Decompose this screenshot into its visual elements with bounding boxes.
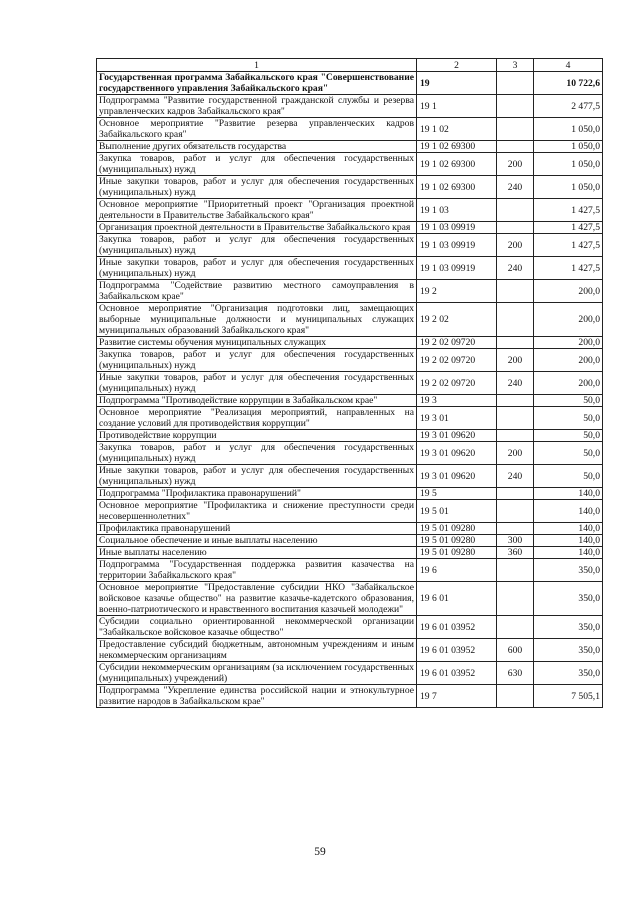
table-row — [97, 559, 603, 582]
table-row — [97, 616, 603, 639]
table-header-row — [97, 59, 603, 72]
row-code: 19 6 01 — [417, 582, 497, 616]
row-amount: 1 050,0 — [534, 141, 603, 153]
row-amount: 1 427,5 — [534, 234, 603, 257]
row-expense-type — [497, 430, 534, 442]
row-code: 19 3 01 09620 — [417, 465, 497, 488]
row-code: 19 1 03 09919 — [417, 222, 497, 234]
row-name: Иные закупки товаров, работ и услуг для обеспечения государственных (муниципальных) нужд — [97, 465, 417, 488]
table-row — [97, 222, 603, 234]
row-amount: 7 505,1 — [534, 685, 603, 708]
row-expense-type — [497, 72, 534, 95]
table-row — [97, 257, 603, 280]
row-code: 19 2 02 09720 — [417, 349, 497, 372]
row-code: 19 5 — [417, 488, 497, 500]
row-name: Противодействие коррупции — [97, 430, 417, 442]
table-body — [97, 72, 603, 708]
row-amount: 200,0 — [534, 372, 603, 395]
row-code: 19 6 01 03952 — [417, 616, 497, 639]
row-expense-type — [497, 303, 534, 337]
row-code: 19 3 — [417, 395, 497, 407]
row-amount: 1 427,5 — [534, 199, 603, 222]
row-code: 19 6 01 03952 — [417, 639, 497, 662]
table-row — [97, 639, 603, 662]
row-expense-type — [497, 616, 534, 639]
table-row — [97, 372, 603, 395]
table-row — [97, 349, 603, 372]
row-amount: 350,0 — [534, 559, 603, 582]
row-name: Субсидии некоммерческим организациям (за исключением государственных (муниципальных) учреждений) — [97, 662, 417, 685]
row-expense-type — [497, 141, 534, 153]
row-name: Организация проектной деятельности в Правительстве Забайкальского края — [97, 222, 417, 234]
table-row — [97, 395, 603, 407]
row-code: 19 2 02 09720 — [417, 337, 497, 349]
row-expense-type — [497, 523, 534, 535]
row-amount: 350,0 — [534, 639, 603, 662]
table-row — [97, 407, 603, 430]
table-row — [97, 72, 603, 95]
row-code: 19 2 02 — [417, 303, 497, 337]
row-amount: 140,0 — [534, 500, 603, 523]
row-amount: 200,0 — [534, 337, 603, 349]
row-name: Основное мероприятие "Предоставление субсидии НКО "Забайкальское войсковое казачье общество" на развитие казачье-кадетского образования, военно-патриотического и нравственного воспитания казачьей молодежи" — [97, 582, 417, 616]
row-code: 19 3 01 09620 — [417, 442, 497, 465]
page-number: 59 — [314, 846, 326, 858]
row-expense-type — [497, 582, 534, 616]
row-expense-type: 240 — [497, 465, 534, 488]
row-amount: 350,0 — [534, 582, 603, 616]
row-code: 19 1 03 09919 — [417, 234, 497, 257]
row-amount: 200,0 — [534, 280, 603, 303]
table-row — [97, 303, 603, 337]
row-name: Основное мероприятие "Организация подготовки лиц, замещающих выборные муниципальные должности и муниципальных служащих муниципальных образований Забайкальского края" — [97, 303, 417, 337]
table-row — [97, 523, 603, 535]
row-amount: 350,0 — [534, 662, 603, 685]
row-name: Основное мероприятие "Развитие резерва управленческих кадров Забайкальского края" — [97, 118, 417, 141]
row-code: 19 1 03 09919 — [417, 257, 497, 280]
table-row — [97, 199, 603, 222]
row-code: 19 5 01 — [417, 500, 497, 523]
row-code: 19 6 01 03952 — [417, 662, 497, 685]
row-expense-type — [497, 500, 534, 523]
document-page — [96, 58, 602, 708]
row-code: 19 1 02 69300 — [417, 176, 497, 199]
row-code: 19 7 — [417, 685, 497, 708]
row-name: Подпрограмма "Противодействие коррупции в Забайкальском крае" — [97, 395, 417, 407]
header-col-2: 2 — [417, 59, 497, 72]
row-expense-type — [497, 222, 534, 234]
row-expense-type — [497, 685, 534, 708]
row-name: Субсидии социально ориентированной некоммерческой организации "Забайкальское войсковое казачье общество" — [97, 616, 417, 639]
row-code: 19 1 02 — [417, 118, 497, 141]
header-col-3: 3 — [497, 59, 534, 72]
table-row — [97, 337, 603, 349]
row-amount: 50,0 — [534, 430, 603, 442]
table-row — [97, 582, 603, 616]
table-row — [97, 500, 603, 523]
row-expense-type — [497, 118, 534, 141]
row-name: Социальное обеспечение и иные выплаты населению — [97, 535, 417, 547]
row-code: 19 1 02 69300 — [417, 153, 497, 176]
row-name: Иные закупки товаров, работ и услуг для обеспечения государственных (муниципальных) нужд — [97, 372, 417, 395]
row-name: Государственная программа Забайкальского края "Совершенствование государственного управления Забайкальского края" — [97, 72, 417, 95]
row-expense-type: 200 — [497, 349, 534, 372]
row-name: Закупка товаров, работ и услуг для обеспечения государственных (муниципальных) нужд — [97, 153, 417, 176]
row-expense-type: 300 — [497, 535, 534, 547]
row-name: Профилактика правонарушений — [97, 523, 417, 535]
header-col-4: 4 — [534, 59, 603, 72]
row-name: Подпрограмма "Развитие государственной гражданской службы и резерва управленческих кадров Забайкальского края" — [97, 95, 417, 118]
row-amount: 50,0 — [534, 395, 603, 407]
row-code: 19 3 01 — [417, 407, 497, 430]
row-expense-type: 630 — [497, 662, 534, 685]
row-name: Подпрограмма "Укрепление единства российской нации и этнокультурное развитие народов в Забайкальском крае" — [97, 685, 417, 708]
row-expense-type — [497, 488, 534, 500]
row-amount: 1 050,0 — [534, 176, 603, 199]
row-expense-type — [497, 395, 534, 407]
row-expense-type — [497, 199, 534, 222]
row-expense-type: 200 — [497, 234, 534, 257]
row-amount: 140,0 — [534, 547, 603, 559]
row-amount: 200,0 — [534, 349, 603, 372]
row-name: Выполнение других обязательств государства — [97, 141, 417, 153]
table-row — [97, 118, 603, 141]
row-expense-type: 240 — [497, 372, 534, 395]
row-amount: 1 050,0 — [534, 118, 603, 141]
table-row — [97, 465, 603, 488]
row-amount: 1 427,5 — [534, 222, 603, 234]
row-code: 19 5 01 09280 — [417, 535, 497, 547]
row-amount: 350,0 — [534, 616, 603, 639]
row-expense-type: 360 — [497, 547, 534, 559]
row-expense-type: 600 — [497, 639, 534, 662]
row-expense-type: 200 — [497, 442, 534, 465]
table-row — [97, 535, 603, 547]
row-amount: 1 050,0 — [534, 153, 603, 176]
row-amount: 140,0 — [534, 488, 603, 500]
row-amount: 50,0 — [534, 407, 603, 430]
row-name: Иные закупки товаров, работ и услуг для обеспечения государственных (муниципальных) нужд — [97, 176, 417, 199]
row-name: Предоставление субсидий бюджетным, автономным учреждениям и иным некоммерческим организациям — [97, 639, 417, 662]
row-expense-type: 240 — [497, 176, 534, 199]
table-row — [97, 488, 603, 500]
row-name: Подпрограмма "Государственная поддержка развития казачества на территории Забайкальского края" — [97, 559, 417, 582]
row-name: Закупка товаров, работ и услуг для обеспечения государственных (муниципальных) нужд — [97, 349, 417, 372]
table-row — [97, 95, 603, 118]
row-name: Основное мероприятие "Реализация мероприятий, направленных на создание условий для противодействия коррупции" — [97, 407, 417, 430]
row-code: 19 1 — [417, 95, 497, 118]
budget-table — [96, 58, 603, 708]
header-col-1: 1 — [97, 59, 417, 72]
row-amount: 50,0 — [534, 465, 603, 488]
table-row — [97, 547, 603, 559]
row-code: 19 3 01 09620 — [417, 430, 497, 442]
row-amount: 50,0 — [534, 442, 603, 465]
row-code: 19 1 02 69300 — [417, 141, 497, 153]
row-name: Закупка товаров, работ и услуг для обеспечения государственных (муниципальных) нужд — [97, 442, 417, 465]
table-row — [97, 685, 603, 708]
row-expense-type — [497, 95, 534, 118]
row-amount: 10 722,6 — [534, 72, 603, 95]
row-name: Основное мероприятие "Профилактика и снижение преступности среди несовершеннолетних" — [97, 500, 417, 523]
row-code: 19 2 — [417, 280, 497, 303]
row-code: 19 5 01 09280 — [417, 547, 497, 559]
row-expense-type — [497, 559, 534, 582]
row-amount: 2 477,5 — [534, 95, 603, 118]
table-row — [97, 280, 603, 303]
row-amount: 140,0 — [534, 523, 603, 535]
row-amount: 140,0 — [534, 535, 603, 547]
row-name: Развитие системы обучения муниципальных служащих — [97, 337, 417, 349]
row-name: Основное мероприятие "Приоритетный проект "Организация проектной деятельности в Правительстве Забайкальского края" — [97, 199, 417, 222]
row-code: 19 1 03 — [417, 199, 497, 222]
row-amount: 1 427,5 — [534, 257, 603, 280]
table-row — [97, 430, 603, 442]
row-code: 19 2 02 09720 — [417, 372, 497, 395]
row-name: Иные выплаты населению — [97, 547, 417, 559]
row-expense-type: 240 — [497, 257, 534, 280]
row-code: 19 — [417, 72, 497, 95]
row-name: Подпрограмма "Содействие развитию местного самоуправления в Забайкальском крае" — [97, 280, 417, 303]
row-name: Закупка товаров, работ и услуг для обеспечения государственных (муниципальных) нужд — [97, 234, 417, 257]
table-row — [97, 234, 603, 257]
table-row — [97, 153, 603, 176]
row-expense-type — [497, 407, 534, 430]
row-code: 19 5 01 09280 — [417, 523, 497, 535]
row-amount: 200,0 — [534, 303, 603, 337]
row-expense-type — [497, 280, 534, 303]
row-name: Подпрограмма "Профилактика правонарушений" — [97, 488, 417, 500]
table-row — [97, 662, 603, 685]
row-name: Иные закупки товаров, работ и услуг для обеспечения государственных (муниципальных) нужд — [97, 257, 417, 280]
table-row — [97, 141, 603, 153]
table-row — [97, 176, 603, 199]
row-code: 19 6 — [417, 559, 497, 582]
table-row — [97, 442, 603, 465]
row-expense-type: 200 — [497, 153, 534, 176]
row-expense-type — [497, 337, 534, 349]
